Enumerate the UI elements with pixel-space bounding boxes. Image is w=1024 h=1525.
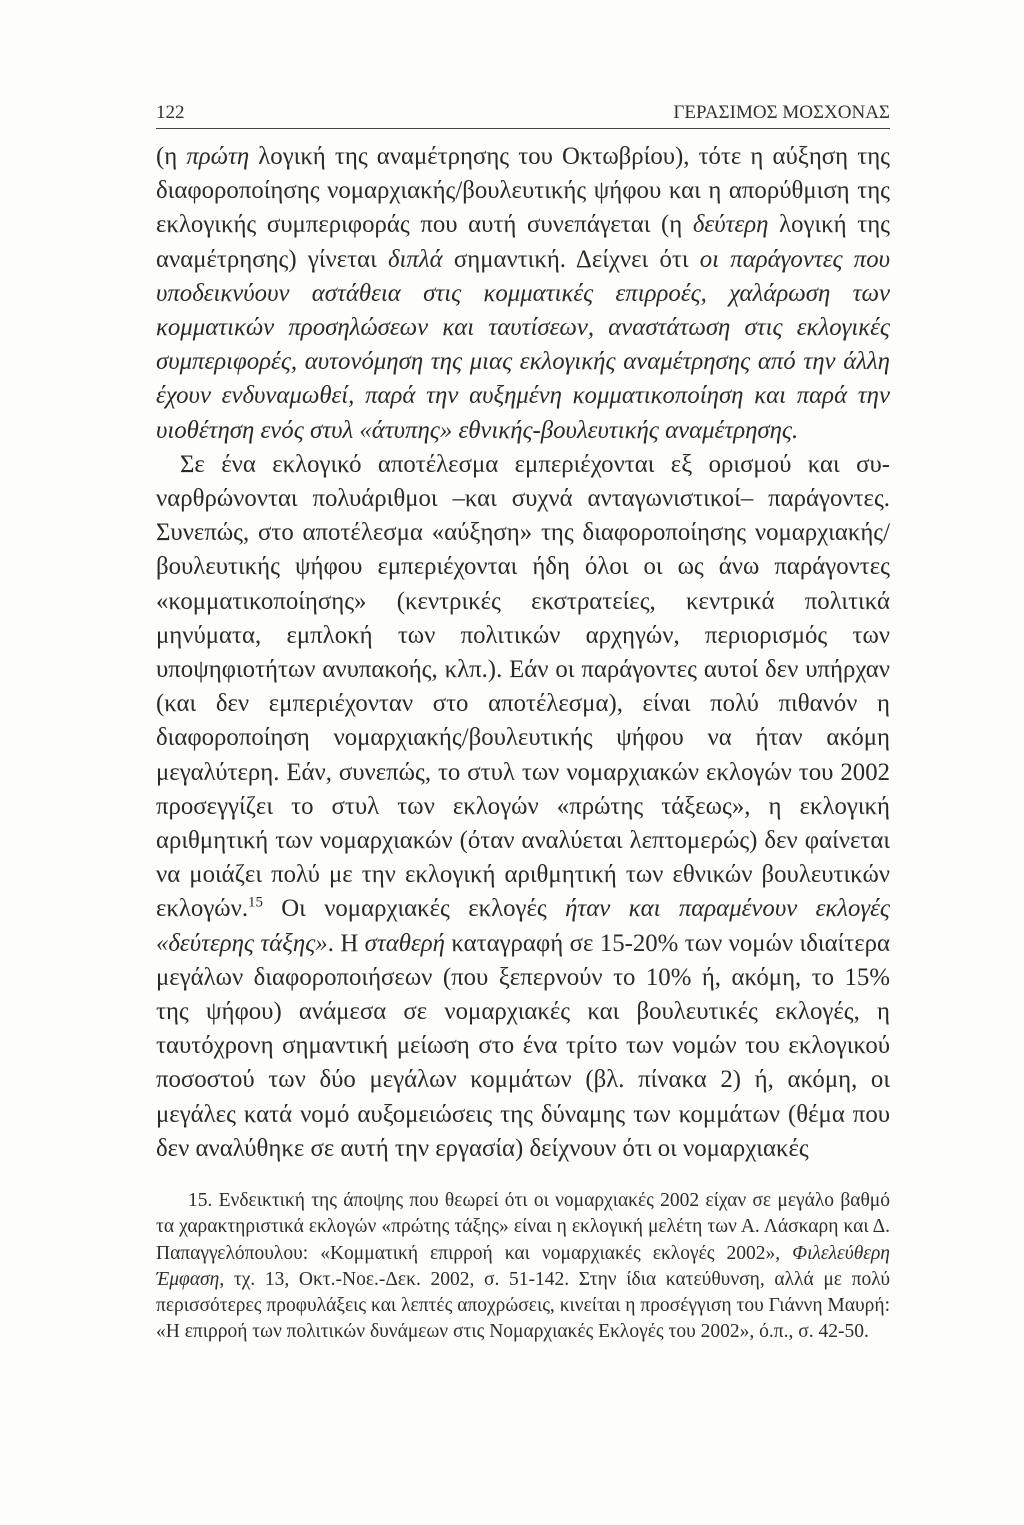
emphasis-span: Φιλελεύθερη Έμφαση — [156, 1242, 890, 1290]
paragraph-1 — [156, 140, 890, 448]
text-span: λογική της αναμέτρησης) γίνεται — [156, 211, 890, 273]
footnotes — [156, 1188, 890, 1346]
page-number: 122 — [156, 102, 185, 123]
text-span: (η — [156, 143, 187, 170]
footnote-15 — [156, 1188, 890, 1346]
emphasis-span: διπλά — [388, 245, 443, 273]
emphasis-span: δεύτερη — [692, 211, 769, 239]
body-text — [156, 140, 890, 1166]
text-span: , τχ. 13, Οκτ.-Νοε.-Δεκ. 2002, σ. 51-142. Στην ίδια κατεύθυνση, αλλά με πολύ περισσότερες προφυλάξεις και λεπτές αποχρώσεις, κινείται η προσέγγιση του Γιάννη Μαυρή: «Η επιρροή των πολιτικών δυνάμεων στις Νομαρχιακές Εκλογές του 2002», ό.π., σ. 42-50. — [156, 1268, 890, 1343]
text-span: σημαντική. Δείχνει ότι — [442, 245, 700, 273]
emphasis-span: οι παράγοντες που υποδεικνύουν αστάθεια στις κομματικές επιρροές, χαλάρωση των κομματικών προσηλώσεων και ταυτίσεων, αναστάτωση στις εκλογικές συμπεριφορές, αυτονόμηση της μιας εκλογικής αναμέτρησης από την άλλη έχουν ενδυναμωθεί, παρά την αυξημένη κομματικοποίηση και παρά την υιοθέτηση ενός στυλ «άτυπης» εθνικής-βουλευτικής αναμέτρησης. — [156, 245, 890, 444]
running-header — [156, 102, 890, 124]
text-span: Σε ένα εκλογικό αποτέλεσμα εμπεριέχονται εξ ορισμού και συναρθρώνονται πολυάριθμοι –και συχνά ανταγωνιστικοί– παράγοντες. Συνεπώς, στο αποτέλεσμα «αύξηση» της διαφοροποίησης νομαρχιακής/βουλευτικής ψήφου εμπεριέχονται ήδη όλοι οι ως άνω παράγοντες «κομματικοποίησης» (κεντρικές εκστρατείες, κεντρικά πολιτικά μηνύματα, εμπλοκή των πολιτικών αρχηγών, περιορισμός των υποψηφιοτήτων ανυπακοής, κλπ.). Εάν οι παράγοντες αυτοί δεν υπήρχαν (και δεν εμπεριέχονταν στο αποτέλεσμα), είναι πολύ πιθανόν η διαφοροποίηση νομαρχιακής/βουλευτικής ψήφου να ήταν ακόμη μεγαλύτερη. Εάν, συνεπώς, το στυλ των νομαρχιακών εκλογών του 2002 προσεγγίζει το στυλ των εκλογών «πρώτης τάξεως», η εκλογική αριθμητική των νομαρχιακών (όταν αναλύεται λεπτομερώς) δεν φαίνεται να μοιάζει πολύ με την εκλογική αριθμητική των εθνικών βουλευτικών εκλογών. — [156, 450, 890, 923]
emphasis-span: ήταν και παραμένουν εκλογές «δεύτερης τάξης» — [156, 895, 890, 957]
footnote-ref: 15 — [248, 895, 263, 912]
emphasis-span: σταθερή — [364, 929, 445, 957]
running-title: ΓΕΡΑΣΙΜΟΣ ΜΟΣΧΟΝΑΣ — [673, 102, 890, 123]
text-span: 15. Ενδεικτική της άποψης που θεωρεί ότι οι νομαρχιακές 2002 είχαν σε μεγάλο βαθμό τα χαρακτηριστικά εκλογών «πρώτης τάξης» είναι η εκλογική μελέτη των Α. Λάσκαρη και Δ. Παπαγγελόπουλου: «Κομματική επιρροή και νομαρχιακές εκλογές 2002», — [156, 1190, 890, 1264]
header-rule — [156, 128, 890, 129]
paragraph-2 — [156, 448, 890, 1166]
text-span: Οι νομαρχιακές εκλογές — [262, 895, 566, 923]
text-span: καταγραφή σε 15-20% των νομών ιδιαίτερα μεγάλων διαφοροποιήσεων (που ξεπερνούν το 10% ή, ακόμη, το 15% της ψήφου) ανάμεσα σε νομαρχιακές και βουλευτικές εκλογές, η ταυτόχρονη σημαντική μείωση στο ένα τρίτο των νομών του εκλογικού ποσοστού των δύο μεγάλων κομμάτων (βλ. πίνακα 2) ή, ακόμη, οι μεγάλες κατά νομό αυξομειώσεις της δύναμης των κομμάτων (θέμα που δεν αναλύθηκε σε αυτή την εργασία) δείχνουν ότι οι νομαρχιακές — [156, 929, 890, 1162]
text-span: λογική της αναμέτρησης του Οκτωβρίου), τότε η αύξηση της διαφοροποίησης νομαρχιακής/βουλευτικής ψήφου και η απορύθμιση της εκλογικής συμπεριφοράς που αυτή συνεπάγεται (η — [156, 143, 890, 239]
text-span: . Η — [327, 929, 365, 957]
emphasis-span: πρώτη — [186, 143, 250, 170]
